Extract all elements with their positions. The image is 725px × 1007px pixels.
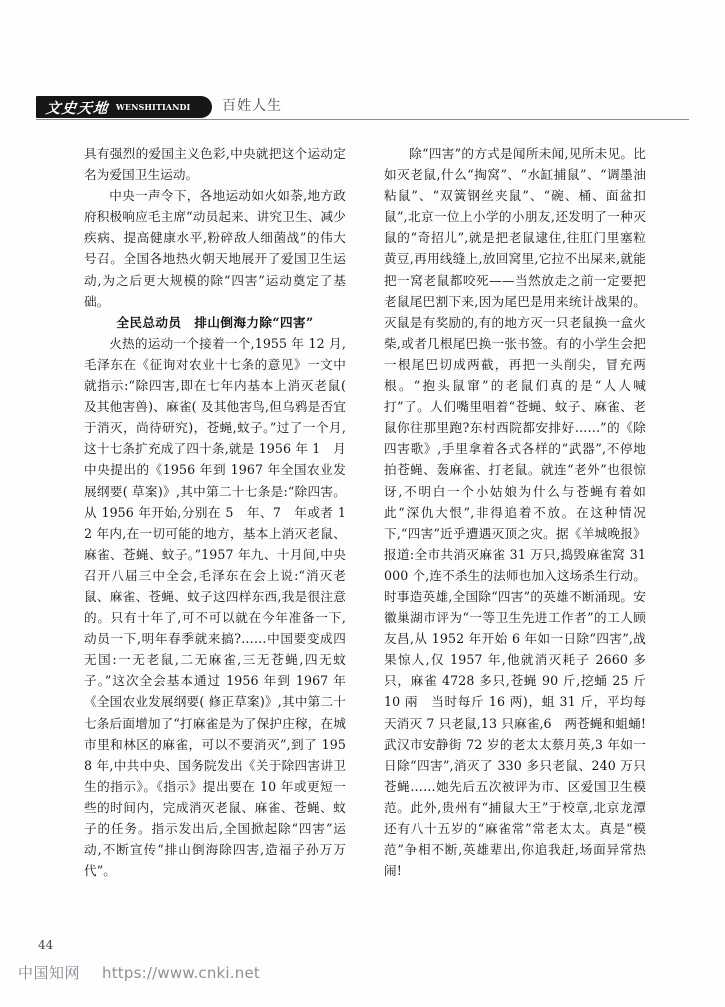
page-number: 44 <box>38 938 54 952</box>
cnki-url-label: https://www.cnki.net <box>102 963 260 982</box>
journal-logo-chinese-text: 文史天地 <box>45 99 110 117</box>
paragraph: 火热的运动一个接着一个,1955 年 12 月,毛泽东在《征询对农业十七条的意见》一文中就指示:“除四害,即在七年内基本上消灭老鼠( 及其他害兽)、麻雀( 及其他害鸟,但乌鸦是否宜于消灭，尚待研究)，苍蝇,蚊子。”过了一个月,这十七条扩充成了四十条,就是 1956 年 1 月中央提出的《1956 年到 1967 年全国农业发展纲要( 草案)》,其中第二十七条是:“除四害。从 1956 年开始,分别在 5 年、7 年或者 12 年内,在一切可能的地方，基本上消灭老鼠、麻雀、苍蝇、蚊子。”1957 年九、十月间,中央召开八届三中全会,毛泽东在会上说:“消灭老鼠、麻雀、苍蝇、蚊子这四样东西,我是很注意的。只有十年了,可不可以就在今年准备一下,动员一下,明年春季就来搞?……中国要变成四无国:一无老鼠,二无麻雀,三无苍蝇,四无蚊子。”这次全会基本通过 1956 年到 1967 年《全国农业发展纲要( 修正草案)》,其中第二十七条后面增加了“打麻雀是为了保护庄稼，在城市里和林区的麻雀，可以不要消灭”,到了 1958 年,中共中央、国务院发出《关于除四害讲卫生的指示》。《指示》提出要在 10 年或更短一些的时间内，完成消灭老鼠、麻雀、苍蝇、蚊子的任务。指示发出后,全国掀起除“四害”运动,不断宣传“排山倒海除四害,造福子孙万万代”。 <box>84 335 346 879</box>
paragraph: 除“四害”的方式是闻所未闻,见所未见。比如灭老鼠,什么“掏窝”、“水缸捕鼠”、“调墨油粘鼠”、“双簧钢丝夹鼠”、“碗、桶、面盆扣鼠”,北京一位上小学的小朋友,还发明了一种灭鼠的“奇招儿”,就是把老鼠逮住,往肛门里塞粒黄豆,再用线缝上,放回窝里,它拉不出屎来,就能把一窝老鼠都咬死——当然放走之前一定要把老鼠尾巴割下来,因为尾巴是用来统计战果的。灭鼠是有奖励的,有的地方灭一只老鼠换一盒火柴,或者几根尾巴换一张书签。有的小学生会把一根尾巴切成两截，再把一头削尖，冒充两根。“抱头鼠窜”的老鼠们真的是“人人喊打”了。人们嘴里唱着“苍蝇、蚊子、麻雀、老鼠你往那里跑?东村西院都安排好……”的《除四害歌》,手里拿着各式各样的“武器”,不停地拍苍蝇、轰麻雀、打老鼠。就连“老外”也很惊讶,不明白一个小姑娘为什么与苍蝇有着如此“深仇大恨”,非得追着不放。在这种情况下,“四害”近乎遭遇灭顶之灾。据《羊城晚报》报道:全市共消灭麻雀 31 万只,捣毁麻雀窝 31000 个,连不杀生的法师也加入这场杀生行动。时事造英雄,全国除“四害”的英雄不断涌现。安徽巢湖市评为“一等卫生先进工作者”的工人顾友昌,从 1952 年开始 6 年如一日除“四害”,战果惊人,仅 1957 年,他就消灭耗子 2660 多只，麻雀 4728 多只,苍蝇 90 斤,挖蛹 25 斤 10 兩 当时每斤 16 两)，蛆 31 斤，平均每天消灭 7 只老鼠,13 只麻雀,6 两苍蝇和蛆蛹!武汉市安静街 72 岁的老太太蔡月英,3 年如一日除“四害”,消灭了 330 多只老鼠、240 万只苍蝇……她先后五次被评为市、区爱国卫生模范。此外,贵州有“捕鼠大王”于校章,北京龙潭还有八十五岁的“麻雀常”常老太太。真是“模范”争相不断,英雄辈出,你追我赶,场面异常热闹! <box>384 146 646 879</box>
left-column <box>84 143 346 913</box>
article-body <box>84 143 646 913</box>
header-divider-rule <box>36 119 689 120</box>
section-subheading: 全民总动员 排山倒海力除“四害” <box>116 314 314 330</box>
running-header <box>36 96 689 126</box>
cnki-watermark <box>18 962 260 983</box>
paragraph-continued: 具有强烈的爱国主义色彩,中央就把这个运动定名为爱国卫生运动。 <box>84 146 346 183</box>
right-column <box>384 143 646 913</box>
journal-logo-pinyin-text: WENSHITIANDI <box>115 102 191 112</box>
cnki-name-label: 中国知网 <box>18 964 81 982</box>
journal-logo <box>36 96 212 118</box>
paragraph: 中央一声令下，各地运动如火如荼,地方政府积极响应毛主席“动员起来、讲究卫生、减少疾病、提高健康水平,粉碎敌人细菌战”的伟大号召。全国各地热火朝天地展开了爱国卫生运动,为之后更大规模的除“四害”运动奠定了基础。 <box>84 188 346 309</box>
section-title: 百姓人生 <box>222 98 282 114</box>
